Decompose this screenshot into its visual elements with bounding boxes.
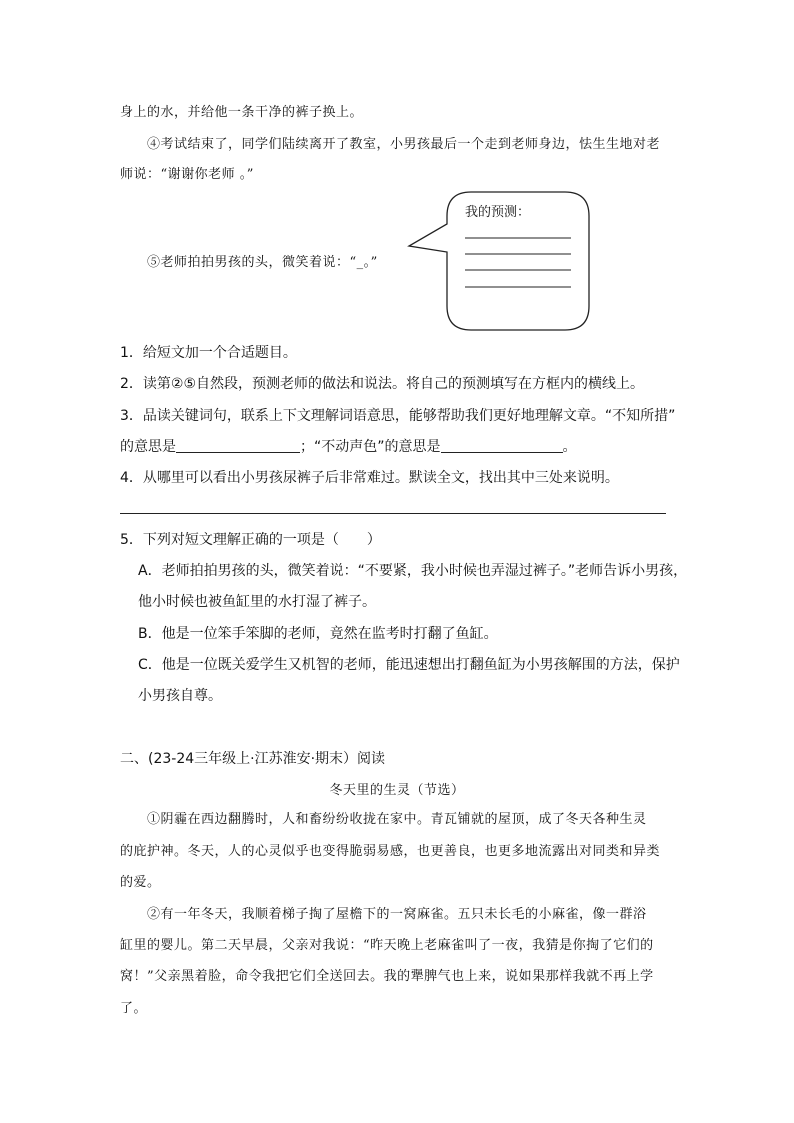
- story-line: 身上的水，并给他一条干净的裤子换上。: [120, 105, 364, 120]
- bubble-title: 我的预测：: [465, 205, 531, 220]
- s2-paragraph-2-line-1: ②有一年冬天，我顺着梯子掏了屋檐下的一窝麻雀。五只未长毛的小麻雀，像一群浴: [147, 907, 647, 922]
- question-5: 5．下列对短文理解正确的一项是（ ）: [120, 532, 381, 548]
- paragraph-4-line-2: 师说：“谢谢你老师 。”: [120, 167, 254, 182]
- question-4: 4．从哪里可以看出小男孩尿裤子后非常难过。默读全文，找出其中三处来说明。: [120, 470, 619, 486]
- answer-line-q4[interactable]: [120, 513, 666, 514]
- option-c-line-2: 小男孩自尊。: [138, 688, 222, 704]
- s2-paragraph-2-line-2: 缸里的婴儿。第二天早晨，父亲对我说：“昨天晚上老麻雀叫了一夜，我猜是你掏了它们的: [120, 938, 654, 953]
- question-3-text-b: ；“不动声色”的意思是: [300, 439, 441, 455]
- s2-paragraph-2-line-3: 窝！”父亲黑着脸，命令我把它们全送回去。我的犟脾气也上来，说如果那样我就不再上学: [120, 969, 654, 984]
- question-3-text-a: 的意思是: [120, 439, 176, 455]
- option-b: B．他是一位笨手笨脚的老师，竟然在监考时打翻了鱼缸。: [138, 626, 498, 642]
- option-a-line-2: 他小时候也被鱼缸里的水打湿了裤子。: [138, 594, 376, 610]
- paragraph-4-line-1: ④考试结束了，同学们陆续离开了教室，小男孩最后一个走到老师身边，怯生生地对老: [147, 137, 661, 152]
- question-1: 1．给短文加一个合适题目。: [120, 345, 297, 361]
- s2-paragraph-2-line-4: 了。: [120, 1001, 148, 1016]
- s2-paragraph-1-line-1: ①阴霾在西边翻腾时，人和畜纷纷收拢在家中。青瓦铺就的屋顶，成了冬天各种生灵: [147, 812, 647, 827]
- prediction-bubble: [405, 190, 595, 335]
- s2-paragraph-1-line-2: 的庇护神。冬天，人的心灵似乎也变得脆弱易感，也更善良，也更多地流露出对同类和异类: [120, 844, 661, 859]
- answer-blank-2[interactable]: [441, 438, 563, 453]
- section-2-title: 冬天里的生灵（节选）: [329, 783, 465, 798]
- question-3-text-c: 。: [562, 439, 577, 455]
- question-3-line-2: [120, 438, 577, 456]
- option-a-line-1: A．老师拍拍男孩的头，微笑着说：“不要紧，我小时候也弄湿过裤子。”老师告诉小男孩，: [138, 563, 688, 579]
- option-c-line-1: C．他是一位既关爱学生又机智的老师，能迅速想出打翻鱼缸为小男孩解围的方法，保护: [138, 657, 680, 673]
- s2-paragraph-1-line-3: 的爱。: [120, 875, 161, 890]
- answer-blank-1[interactable]: [176, 438, 300, 453]
- question-3-line-1: 3．品读关键词句，联系上下文理解词语意思，能够帮助我们更好地理解文章。“不知所措”: [120, 408, 676, 424]
- paragraph-5: ⑤老师拍拍男孩的头，微笑着说：“_。”: [147, 255, 378, 270]
- question-2: 2．读第②⑤自然段，预测老师的做法和说法。将自己的预测填写在方框内的横线上。: [120, 376, 645, 392]
- section-2-heading: 二、(23-24三年级上·江苏淮安·期末）阅读: [120, 751, 386, 767]
